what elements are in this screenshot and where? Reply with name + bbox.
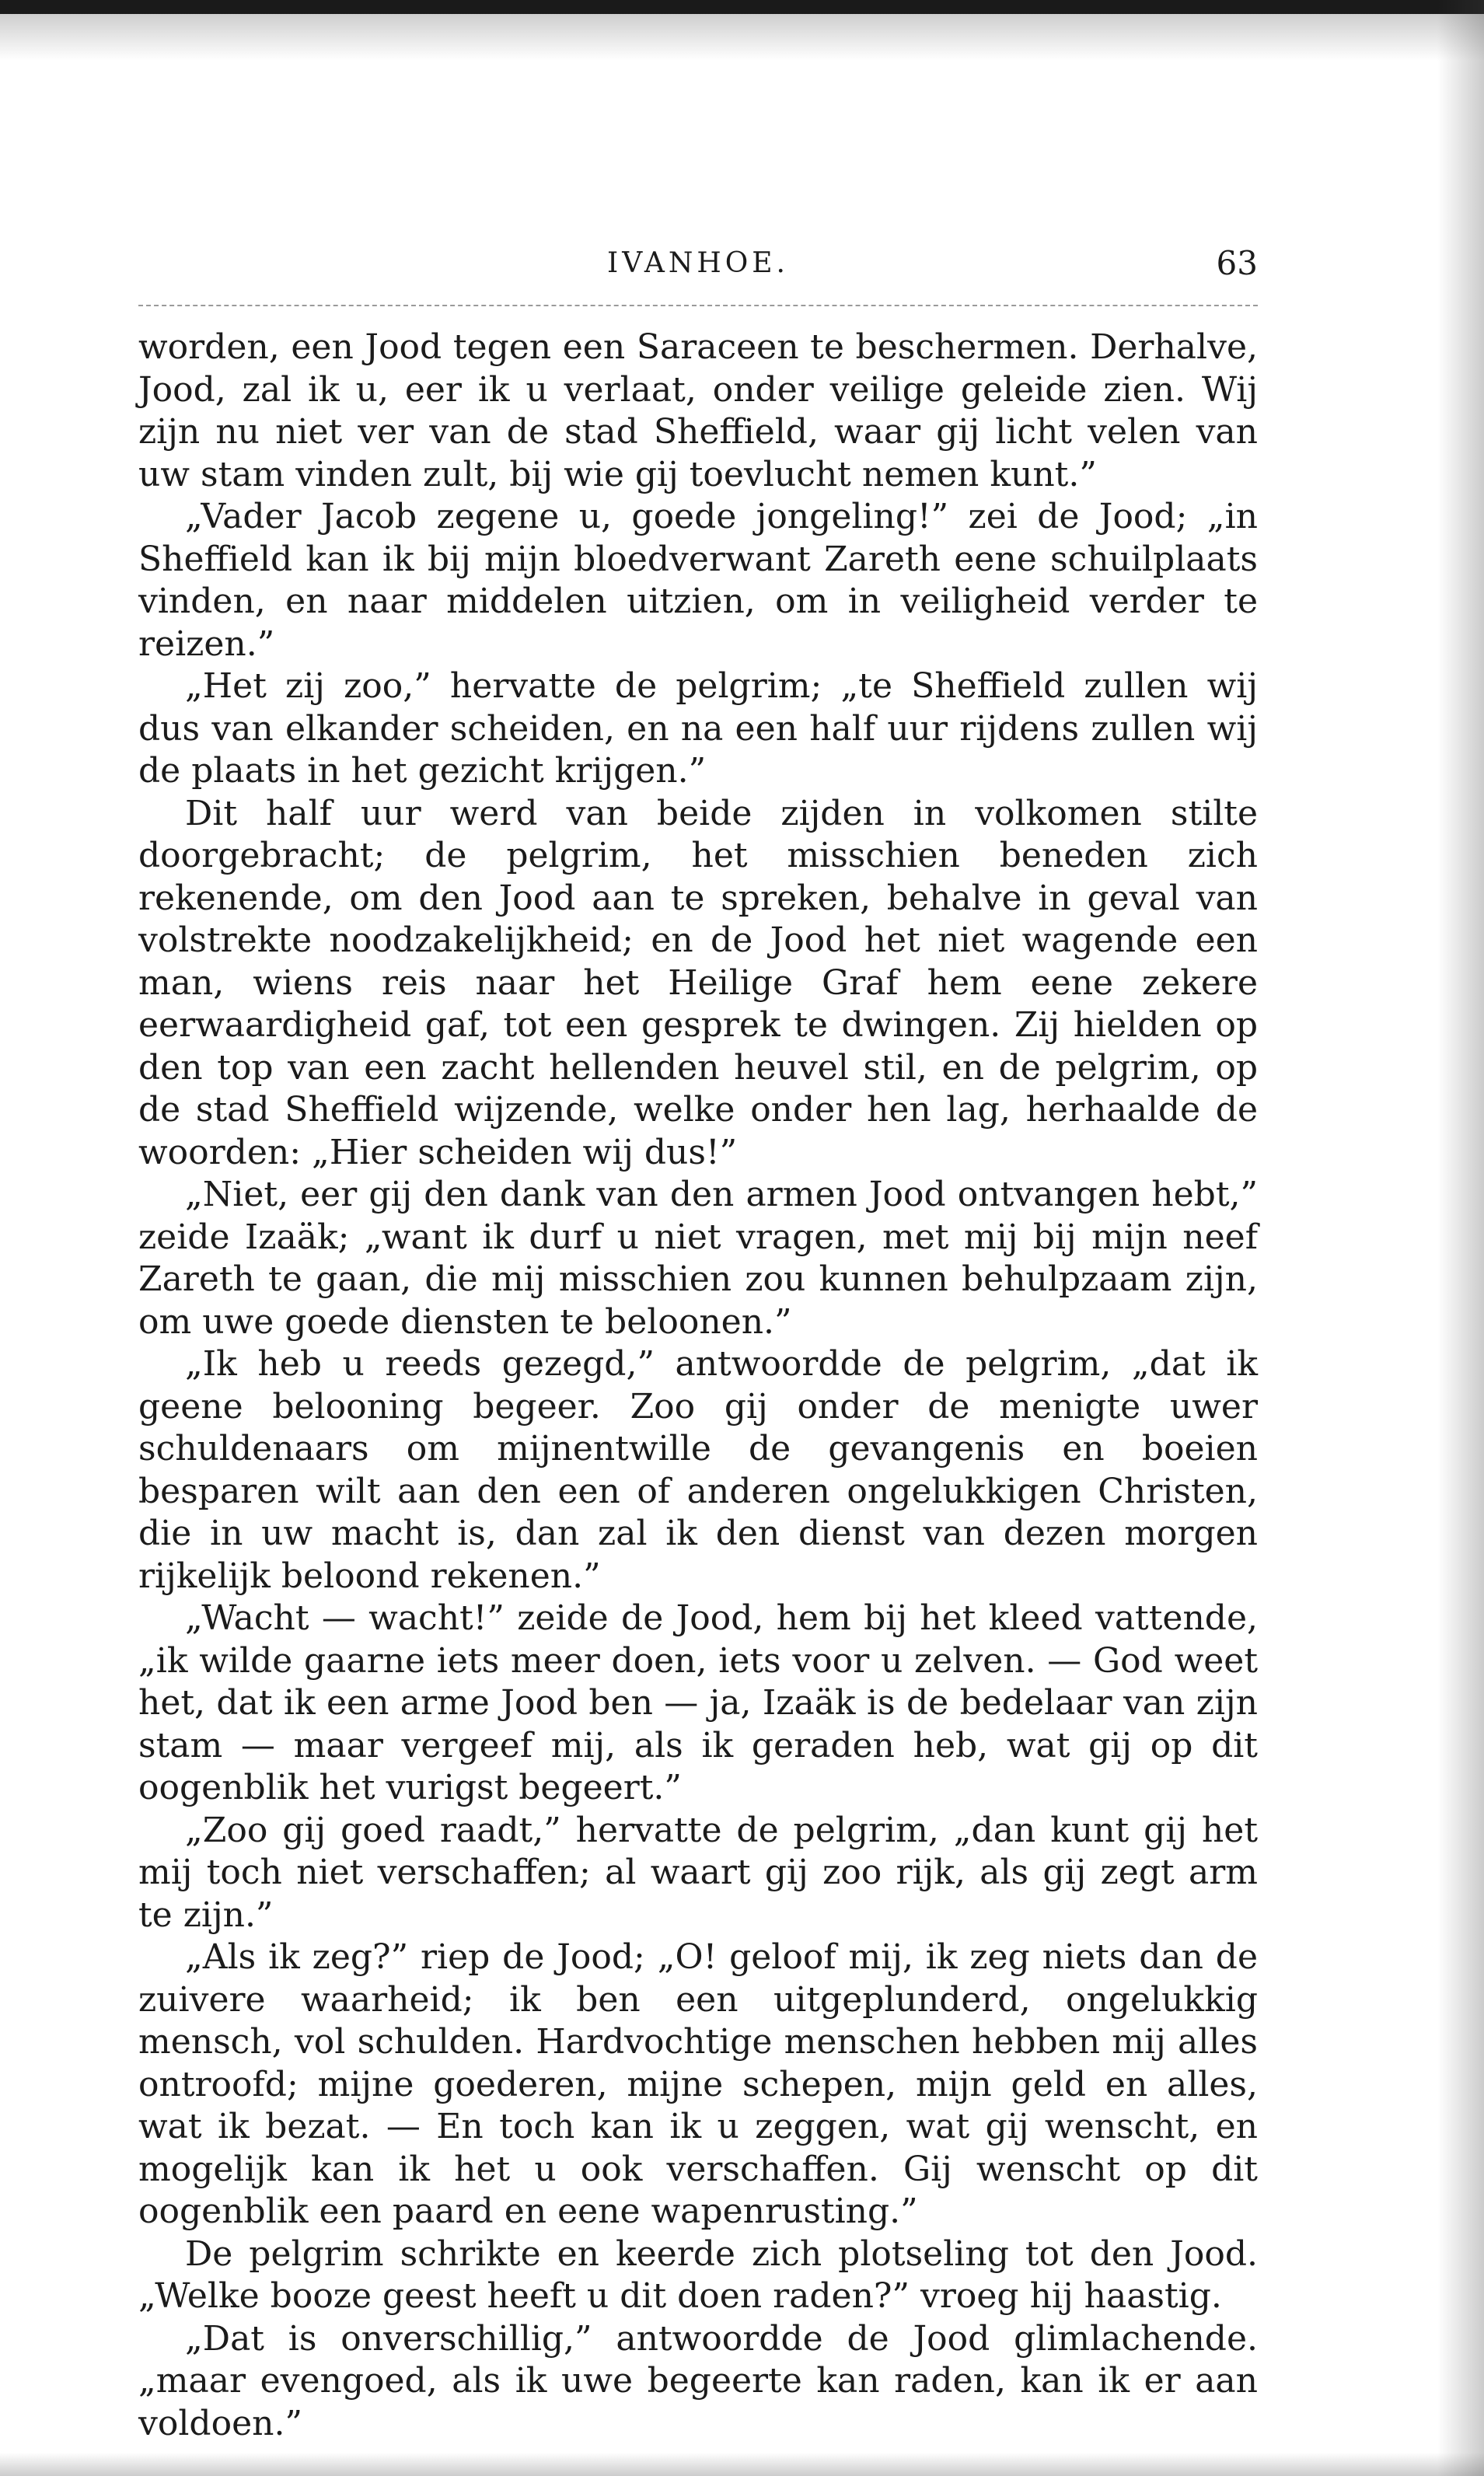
header-rule bbox=[138, 305, 1258, 306]
paragraph: worden, een Jood tegen een Saraceen te beschermen. Derhalve, Jood, zal ik u, eer ik u verlaat, onder veilige geleide zien. Wij zijn nu niet ver van de stad Sheffield, waar gij licht velen van uw stam vinden zult, bij wie gij toevlucht nemen kunt.” bbox=[138, 327, 1258, 494]
paragraph: De pelgrim schrikte en keerde zich plotseling tot den Jood. „Welke booze geest heeft u dit doen raden?” vroeg hij haastig. bbox=[138, 2233, 1258, 2316]
book-page bbox=[138, 233, 1258, 2445]
page-header bbox=[138, 233, 1258, 295]
paragraph: „Vader Jacob zegene u, goede jongeling!” zei de Jood; „in Sheffield kan ik bij mijn bloedverwant Zareth eene schuilplaats vinden, en naar middelen uitzien, om in veiligheid verder te reizen.” bbox=[138, 497, 1258, 664]
scan-right-edge bbox=[1437, 0, 1484, 2476]
page-number: 63 bbox=[1216, 244, 1258, 282]
scan-bottom-edge bbox=[0, 2453, 1484, 2476]
body-text bbox=[138, 327, 1258, 2445]
paragraph: „Als ik zeg?” riep de Jood; „O! geloof mij, ik zeg niets dan de zuivere waarheid; ik ben een uitgeplunderd, ongelukkig mensch, vol schulden. Hardvochtige menschen hebben mij alles ontroofd; mijne goederen, mijne schepen, mijn geld en alles, wat ik bezat. — En toch kan ik u zeggen, wat gij wenscht, en mogelijk kan ik het u ook verschaffen. Gij wenscht op dit oogenblik een paard en eene wapenrusting.” bbox=[138, 1937, 1258, 2231]
paragraph: „Zoo gij goed raadt,” hervatte de pelgrim, „dan kunt gij het mij toch niet verschaffen; al waart gij zoo rijk, als gij zegt arm te zijn.” bbox=[138, 1810, 1258, 1935]
paragraph: „Het zij zoo,” hervatte de pelgrim; „te Sheffield zullen wij dus van elkander scheiden, en na een half uur rijdens zullen wij de plaats in het gezicht krijgen.” bbox=[138, 666, 1258, 791]
paragraph: „Ik heb u reeds gezegd,” antwoordde de pelgrim, „dat ik geene belooning begeer. Zoo gij onder de menigte uwer schuldenaars om mijnentwille de gevangenis en boeien besparen wilt aan den een of anderen ongelukkigen Christen, die in uw macht is, dan zal ik den dienst van dezen morgen rijkelijk beloond rekenen.” bbox=[138, 1344, 1258, 1596]
paragraph: „Niet, eer gij den dank van den armen Jood ontvangen hebt,” zeide Izaäk; „want ik durf u niet vragen, met mij bij mijn neef Zareth te gaan, die mij misschien zou kunnen behulpzaam zijn, om uwe goede diensten te beloonen.” bbox=[138, 1175, 1258, 1342]
paragraph: „Wacht — wacht!” zeide de Jood, hem bij het kleed vattende, „ik wilde gaarne iets meer doen, iets voor u zelven. — God weet het, dat ik een arme Jood ben — ja, Izaäk is de bedelaar van zijn stam — maar vergeef mij, als ik geraden heb, wat gij op dit oogenblik het vurigst begeert.” bbox=[138, 1598, 1258, 1807]
paragraph: „Dat is onverschillig,” antwoordde de Jood glimlachende. „maar evengoed, als ik uwe begeerte kan raden, kan ik er aan voldoen.” bbox=[138, 2318, 1258, 2443]
running-title: IVANHOE. bbox=[607, 247, 789, 279]
scan-top-border bbox=[0, 0, 1484, 14]
paragraph: Dit half uur werd van beide zijden in volkomen stilte doorgebracht; de pelgrim, het misschien beneden zich rekenende, om den Jood aan te spreken, behalve in geval van volstrekte noodzakelijkheid; en de Jood het niet wagende een man, wiens reis naar het Heilige Graf hem eene zekere eerwaardigheid gaf, tot een gesprek te dwingen. Zij hielden op den top van een zacht hellenden heuvel stil, en de pelgrim, op de stad Sheffield wijzende, welke onder hen lag, herhaalde de woorden: „Hier scheiden wij dus!” bbox=[138, 793, 1258, 1172]
scan-top-shadow bbox=[0, 14, 1484, 61]
